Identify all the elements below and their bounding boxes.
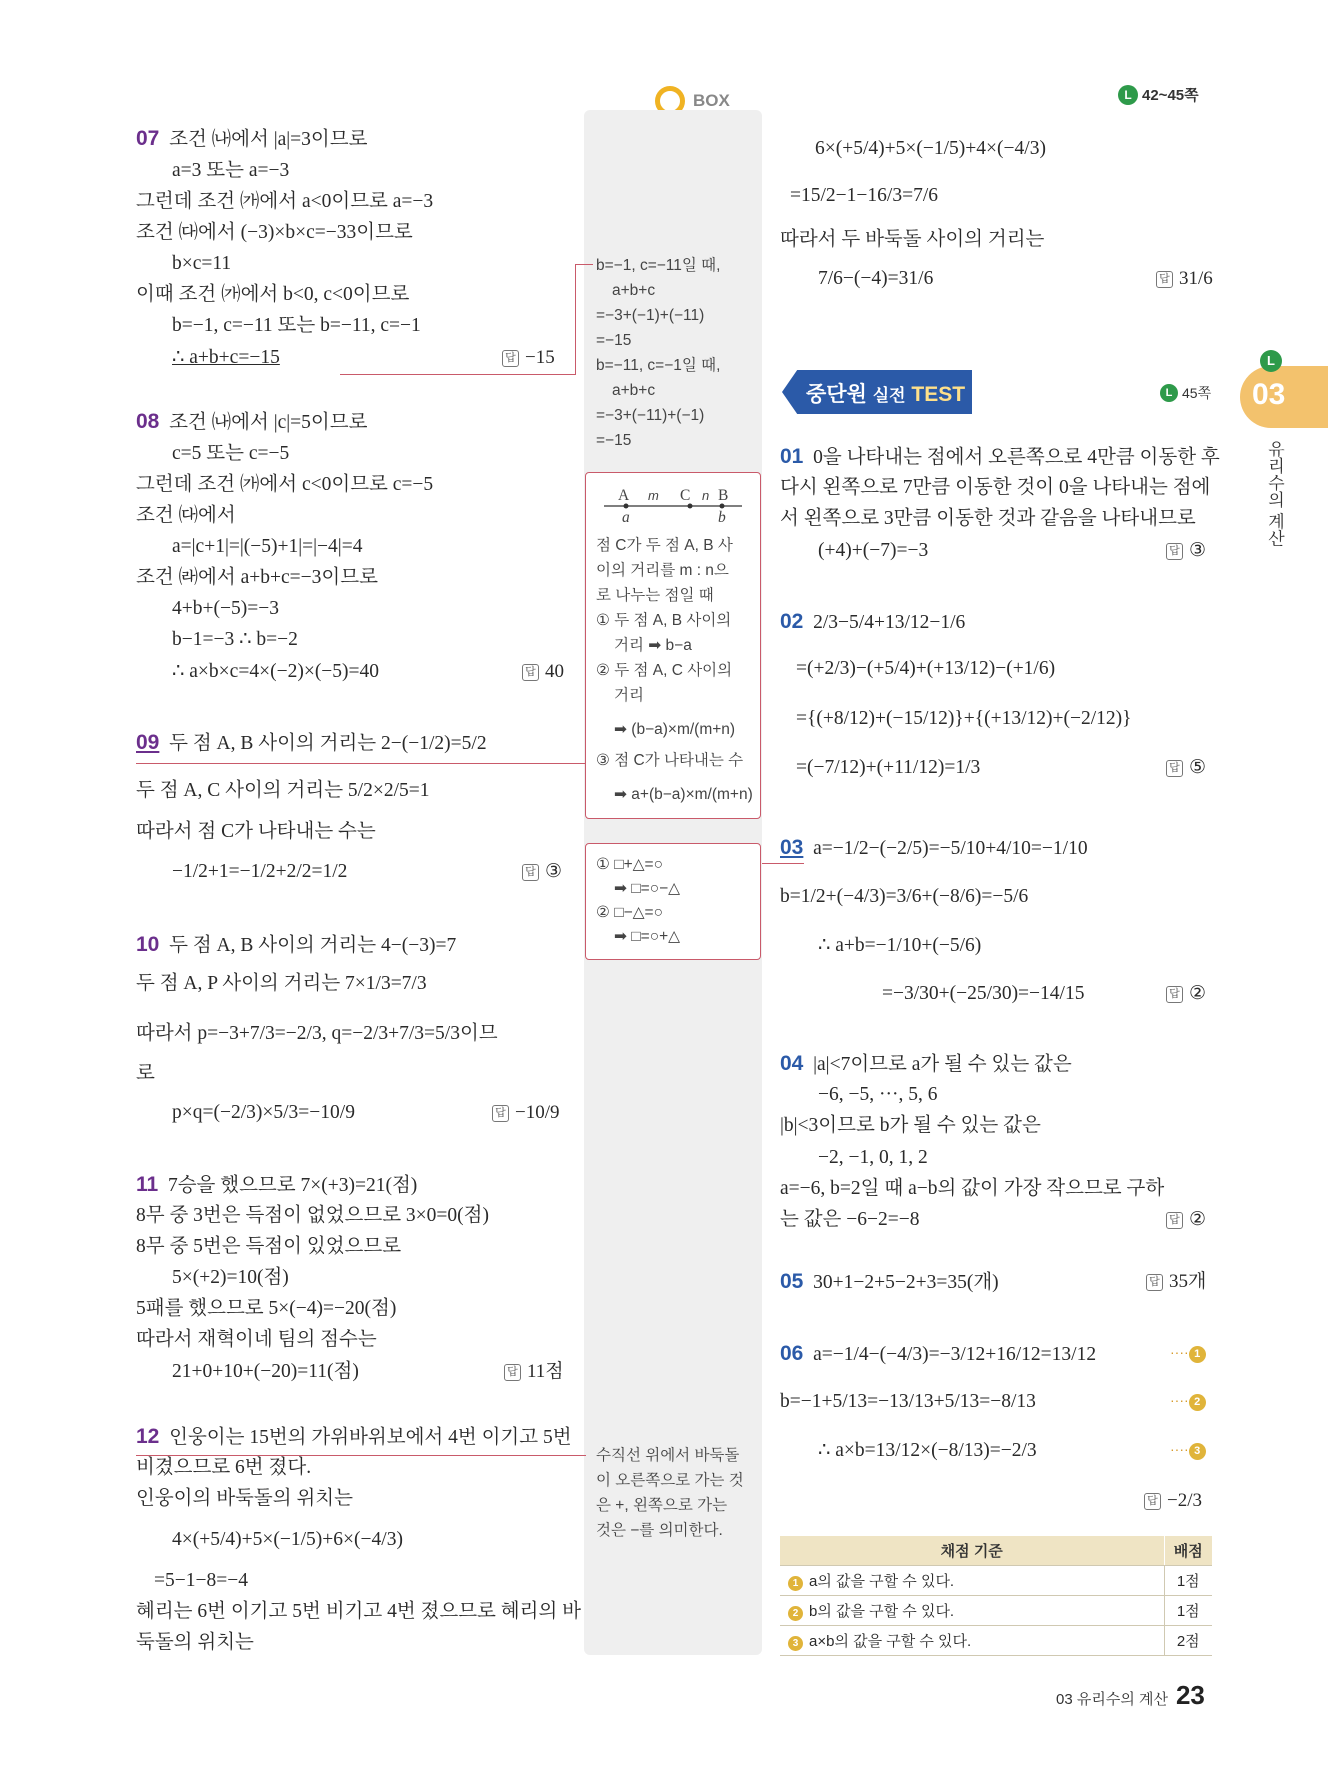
q06-step-1: ···· 1 (1170, 1344, 1206, 1363)
p08-answer: 답 40 (522, 659, 564, 685)
note1-line-2: a+b+c (612, 282, 656, 299)
answer-icon: 답 (522, 664, 539, 681)
p12-line-2: 비겼으므로 6번 졌다. (136, 1457, 312, 1478)
answer-icon: 답 (1156, 271, 1173, 288)
p09-answer: 답 ③ (522, 859, 562, 885)
q01-line-1: 01 0을 나타내는 점에서 오른쪽으로 4만큼 이동한 후 (780, 445, 1220, 468)
footer-chapter: 03 유리수의 계산 (1056, 1691, 1168, 1708)
note2-line-1: 수직선 위에서 바둑돌 (596, 1447, 740, 1464)
p09-line-3: 따라서 점 C가 나타내는 수는 (136, 821, 376, 842)
q06-step-2: ···· 2 (1170, 1392, 1206, 1411)
p08-line-3: 그런데 조건 ㈎에서 c<0이므로 c=−5 (136, 474, 434, 495)
answer-icon: 답 (504, 1364, 521, 1381)
grading-header-row (780, 1536, 1212, 1566)
answer-icon: 답 (522, 864, 539, 881)
p12-line-1: 12 인웅이는 15번의 가위바위보에서 4번 이기고 5번 (136, 1425, 572, 1448)
q06-number: 06 (780, 1342, 804, 1365)
diagram-label-m: m (648, 488, 659, 503)
note1-line-8: =−15 (596, 432, 632, 449)
q01-line-4: (+4)+(−7)=−3 (818, 540, 929, 561)
note1-line-5: b=−11, c=−1일 때, (596, 357, 721, 374)
chapter-tab-title: 유리수의 계산 (1265, 440, 1284, 547)
p12-line-6: 혜리는 6번 이기고 5번 비기고 4번 졌으므로 혜리의 바 (136, 1601, 581, 1622)
q04-line-4: −2, −1, 0, 1, 2 (818, 1147, 928, 1168)
p07-connector-h (575, 264, 593, 265)
chapter-tab-badge: L (1260, 350, 1282, 372)
q02-line-1: 02 2/3−5/4+13/12−1/6 (780, 610, 966, 633)
p07-answer: 답 −15 (502, 345, 555, 371)
lesson-badge-icon: L (1160, 384, 1178, 402)
answer-icon: 답 (1166, 1212, 1183, 1229)
diagram-label-a: a (622, 509, 630, 526)
p08-number: 08 (136, 410, 160, 433)
p09-line-1: 09 두 점 A, B 사이의 거리는 2−(−1/2)=5/2 (136, 731, 487, 754)
p10-number: 10 (136, 933, 160, 956)
p09-line-4: −1/2+1=−1/2+2/2=1/2 (172, 861, 348, 882)
p08-line-4: 조건 ㈐에서 (136, 505, 236, 526)
q05-number: 05 (780, 1270, 804, 1293)
q04-number: 04 (780, 1052, 804, 1075)
p08-line-6: 조건 ㈑에서 a+b+c=−3이므로 (136, 567, 378, 588)
answer-icon: 답 (492, 1105, 509, 1122)
p07-line-1: 07 조건 ㈏에서 |a|=3이므로 (136, 127, 368, 150)
cont-line-2: =15/2−1−16/3=7/6 (790, 185, 938, 206)
q02-number: 02 (780, 610, 804, 633)
q06-answer: 답 −2/3 (1144, 1488, 1202, 1514)
cont-line-4: 7/6−(−4)=31/6 (818, 268, 934, 289)
p07-line-8: ∴ a+b+c=−15 (172, 347, 280, 368)
chapter-tab-number: 03 (1252, 378, 1286, 411)
p10-line-4: 로 (136, 1063, 155, 1084)
cont-line-1: 6×(+5/4)+5×(−1/5)+4×(−4/3) (815, 138, 1046, 159)
q04-line-2: −6, −5, ···, 5, 6 (818, 1084, 938, 1105)
box1-line-4: ① 두 점 A, B 사이의 (596, 612, 732, 629)
box1-line-9: ③ 점 C가 나타내는 수 (596, 752, 744, 769)
cont-answer: 답 31/6 (1156, 266, 1213, 292)
p07-connector (340, 374, 576, 375)
page-number: 23 (1175, 1680, 1205, 1710)
box2-line-3: ② □−△=○ (596, 904, 663, 921)
note1-line-6: a+b+c (612, 382, 656, 399)
box1-line-2: 이의 거리를 m : n으 (596, 562, 729, 579)
grading-row: 1 a의 값을 구할 수 있다. 1점 (780, 1566, 1212, 1596)
p08-line-5: a=|c+1|=|(−5)+1|=|−4|=4 (172, 536, 363, 557)
grading-mark: 2 (788, 1606, 803, 1621)
note2-line-4: 것은 −를 의미한다. (596, 1522, 723, 1539)
cont-line-3: 따라서 두 바둑돌 사이의 거리는 (780, 229, 1045, 250)
q03-line-2: b=1/2+(−4/3)=3/6+(−8/6)=−5/6 (780, 886, 1029, 907)
q03-line-1: 03 a=−1/2−(−2/5)=−5/10+4/10=−1/10 (780, 836, 1088, 859)
q04-line-5: a=−6, b=2일 때 a−b의 값이 가장 작으므로 구하 (780, 1178, 1165, 1199)
p10-answer: 답 −10/9 (492, 1100, 560, 1126)
page-ref (1118, 84, 1199, 105)
p08-line-1: 08 조건 ㈏에서 |c|=5이므로 (136, 410, 368, 433)
diagram-label-B: B (718, 487, 729, 504)
box1-line-1: 점 C가 두 점 A, B 사 (596, 537, 733, 554)
p11-line-6: 따라서 재혁이네 팀의 점수는 (136, 1329, 377, 1350)
p08-line-9: ∴ a×b×c=4×(−2)×(−5)=40 (172, 661, 380, 682)
q06-line-1: 06 a=−1/4−(−4/3)=−3/12+16/12=13/12 (780, 1342, 1097, 1365)
q06-line-3: ∴ a×b=13/12×(−8/13)=−2/3 (818, 1440, 1037, 1461)
p09-number: 09 (136, 731, 160, 754)
q03-answer: 답 ② (1166, 981, 1206, 1007)
q01-line-2: 다시 왼쪽으로 7만큼 이동한 것이 0을 나타내는 점에 (780, 477, 1211, 498)
p07-line-6: 이때 조건 ㈎에서 b<0, c<0이므로 (136, 284, 410, 305)
p07-line-5: b×c=11 (172, 253, 232, 274)
note1-line-1: b=−1, c=−11일 때, (596, 257, 721, 274)
box2-line-4: ➡ □=○+△ (614, 928, 681, 945)
lesson-badge-icon: L (1118, 85, 1138, 105)
note2-line-2: 이 오른쪽으로 가는 것 (596, 1472, 744, 1489)
diagram-label-n: n (702, 488, 710, 503)
box1-line-3: 로 나누는 점일 때 (596, 587, 714, 604)
answer-icon: 답 (502, 350, 519, 367)
test-banner-title: 중단원 실전 TEST (806, 383, 966, 406)
p08-line-8: b−1=−3 ∴ b=−2 (172, 629, 298, 650)
p11-answer: 답 11점 (504, 1359, 564, 1385)
q03-line-4: =−3/30+(−25/30)=−14/15 (882, 983, 1085, 1004)
q04-line-3: |b|<3이므로 b가 될 수 있는 값은 (780, 1115, 1041, 1136)
q05-answer: 답 35개 (1146, 1269, 1206, 1295)
page-ref-text: 42~45쪽 (1142, 87, 1199, 104)
grading-row: 3 a×b의 값을 구할 수 있다. 2점 (780, 1626, 1212, 1656)
box1-line-10: ➡ a+(b−a)×m/(m+n) (614, 786, 753, 803)
q01-answer: 답 ③ (1166, 538, 1206, 564)
grading-mark: 1 (788, 1576, 803, 1591)
footer (1056, 1680, 1205, 1711)
note1-line-3: =−3+(−1)+(−11) (596, 307, 705, 324)
p11-line-2: 8무 중 3번은 득점이 없었으므로 3×0=0(점) (136, 1205, 489, 1226)
answer-icon: 답 (1166, 986, 1183, 1003)
diagram-label-b: b (718, 509, 726, 526)
q03-connector (762, 863, 804, 864)
q02-line-3: ={(+8/12)+(−15/12)}+{(+13/12)+(−2/12)} (796, 708, 1132, 729)
p11-line-7: 21+0+10+(−20)=11(점) (172, 1361, 359, 1382)
p12-line-5: =5−1−8=−4 (154, 1570, 248, 1591)
diagram-label-C: C (680, 487, 691, 504)
p07-line-3: 그런데 조건 ㈎에서 a<0이므로 a=−3 (136, 191, 434, 212)
p08-line-2: c=5 또는 c=−5 (172, 443, 290, 464)
p12-number: 12 (136, 1425, 160, 1448)
grading-header-criterion: 채점 기준 (780, 1536, 1164, 1566)
answer-icon: 답 (1166, 760, 1183, 777)
answer-icon: 답 (1146, 1274, 1163, 1291)
q04-answer: 답 ② (1166, 1207, 1206, 1233)
q03-number: 03 (780, 836, 804, 859)
grading-table (780, 1536, 1212, 1656)
p07-connector-v (575, 264, 576, 375)
box1-line-7: 거리 (614, 687, 644, 704)
p07-line-7: b=−1, c=−11 또는 b=−11, c=−1 (172, 315, 421, 336)
q03-line-3: ∴ a+b=−1/10+(−5/6) (818, 935, 982, 956)
q05-line-1: 05 30+1−2+5−2+3=35(개) (780, 1270, 999, 1293)
diagram-label-A: A (618, 487, 630, 504)
p12-line-3: 인웅이의 바둑돌의 위치는 (136, 1488, 353, 1509)
grading-mark: 3 (788, 1636, 803, 1651)
note2-line-3: 은 +, 왼쪽으로 가는 (596, 1497, 728, 1514)
box1-line-5: 거리 ➡ b−a (614, 637, 692, 654)
note1-line-7: =−3+(−11)+(−1) (596, 407, 705, 424)
q04-line-6: 는 값은 −6−2=−8 (780, 1209, 920, 1230)
p11-line-4: 5×(+2)=10(점) (172, 1267, 289, 1288)
p07-number: 07 (136, 127, 160, 150)
q02-line-4: =(−7/12)+(+11/12)=1/3 (796, 757, 981, 778)
p09-connector (136, 763, 586, 764)
box2-line-2: ➡ □=○−△ (614, 880, 681, 897)
answer-icon: 답 (1144, 1493, 1161, 1510)
q02-line-2: =(+2/3)−(+5/4)+(+13/12)−(+1/6) (796, 658, 1056, 679)
test-page-ref: L 45쪽 (1160, 383, 1211, 403)
p11-number: 11 (136, 1173, 159, 1196)
p10-line-3: 따라서 p=−3+7/3=−2/3, q=−2/3+7/3=5/3이므 (136, 1023, 498, 1044)
p10-line-5: p×q=(−2/3)×5/3=−10/9 (172, 1102, 355, 1123)
box1-line-6: ② 두 점 A, C 사이의 (596, 662, 733, 679)
p11-line-5: 5패를 했으므로 5×(−4)=−20(점) (136, 1298, 397, 1319)
p10-line-1: 10 두 점 A, B 사이의 거리는 4−(−3)=7 (136, 933, 457, 956)
box-label: BOX (693, 91, 730, 110)
p11-line-3: 8무 중 5번은 득점이 있었으므로 (136, 1236, 402, 1257)
note1-line-4: =−15 (596, 332, 632, 349)
p08-line-7: 4+b+(−5)=−3 (172, 598, 279, 619)
p10-line-2: 두 점 A, P 사이의 거리는 7×1/3=7/3 (136, 973, 427, 994)
q02-answer: 답 ⑤ (1166, 755, 1206, 781)
p11-line-1: 11 7승을 했으므로 7×(+3)=21(점) (136, 1173, 418, 1196)
box1-line-8: ➡ (b−a)×m/(m+n) (614, 721, 736, 738)
q06-step-3: ···· 3 (1170, 1441, 1206, 1460)
p12-line-7: 둑돌의 위치는 (136, 1632, 254, 1653)
q04-line-1: 04 |a|<7이므로 a가 될 수 있는 값은 (780, 1052, 1072, 1075)
box2-line-1: ① □+△=○ (596, 856, 663, 873)
q06-line-2: b=−1+5/13=−13/13+5/13=−8/13 (780, 1391, 1036, 1412)
q01-number: 01 (780, 445, 804, 468)
grading-header-points: 배점 (1164, 1536, 1212, 1566)
answer-icon: 답 (1166, 543, 1183, 560)
p12-line-4: 4×(+5/4)+5×(−1/5)+6×(−4/3) (172, 1529, 403, 1550)
p09-line-2: 두 점 A, C 사이의 거리는 5/2×2/5=1 (136, 780, 430, 801)
q01-line-3: 서 왼쪽으로 3만큼 이동한 것과 같음을 나타내므로 (780, 508, 1196, 529)
grading-row: 2 b의 값을 구할 수 있다. 1점 (780, 1596, 1212, 1626)
p07-line-4: 조건 ㈐에서 (−3)×b×c=−33이므로 (136, 222, 413, 243)
p07-line-2: a=3 또는 a=−3 (172, 160, 290, 181)
